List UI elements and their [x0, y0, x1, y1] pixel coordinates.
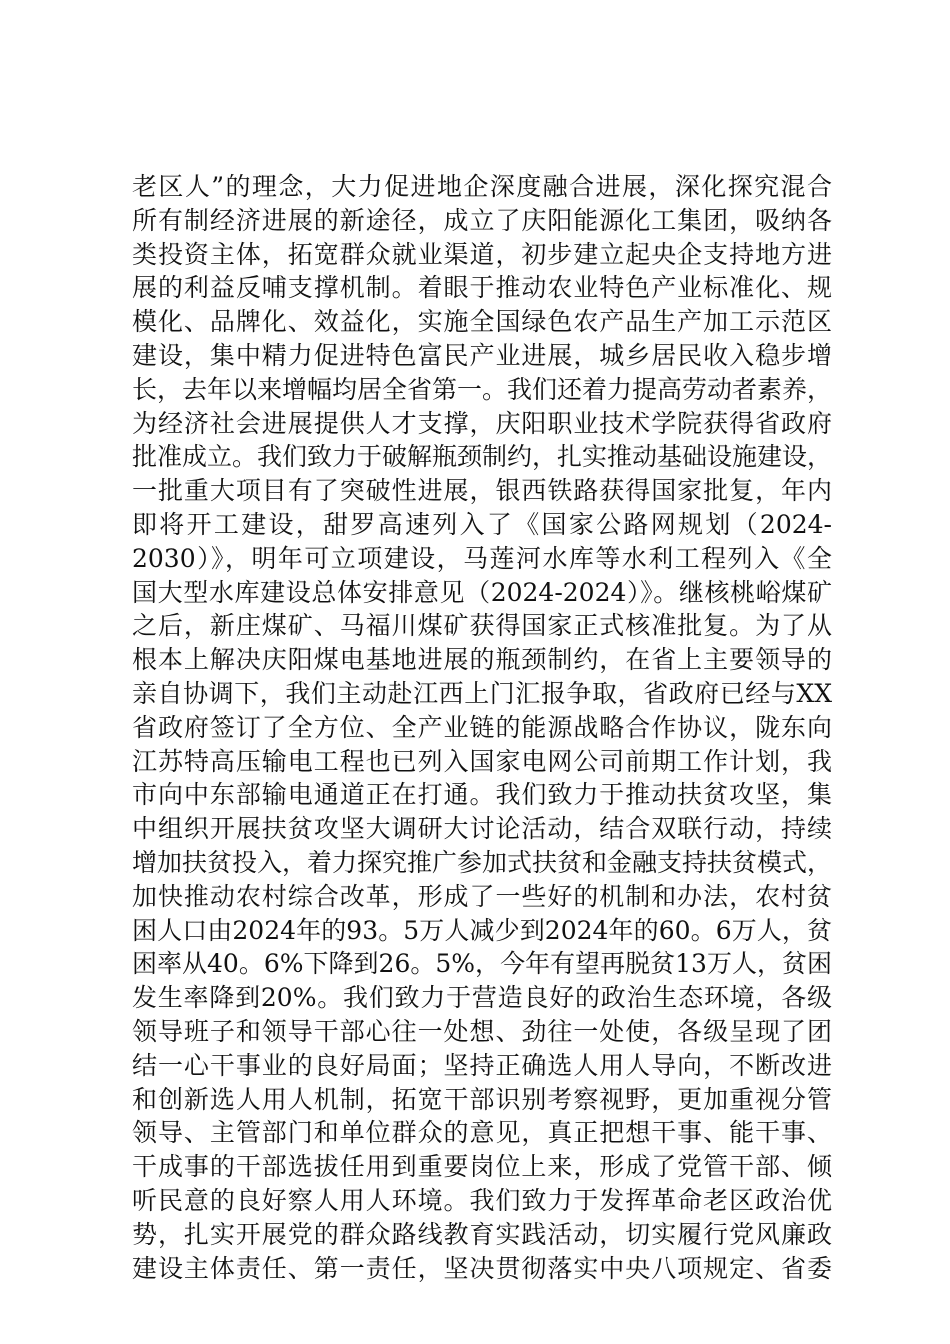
text-line: 发生率降到20%。我们致力于营造良好的政治生态环境，各级 — [132, 983, 832, 1013]
text-line: 展的利益反哺支撑机制。着眼于推动农业特色产业标准化、规 — [132, 273, 832, 303]
text-line: 江苏特高压输电工程也已列入国家电网公司前期工作计划，我 — [132, 746, 832, 776]
text-line: 听民意的良好察人用人环境。我们致力于发挥革命老区政治优 — [132, 1185, 832, 1215]
text-line: 省政府签订了全方位、全产业链的能源战略合作协议，陇东向 — [132, 712, 832, 742]
text-line: 长，去年以来增幅均居全省第一。我们还着力提高劳动者素养， — [132, 374, 832, 404]
text-line: 困人口由2024年的93。5万人减少到2024年的60。6万人，贫 — [132, 915, 832, 945]
text-line: 和创新选人用人机制，拓宽干部识别考察视野，更加重视分管 — [132, 1084, 832, 1114]
text-line: 国大型水库建设总体安排意见（2024-2024）》。继核桃峪煤矿 — [132, 577, 832, 607]
text-line: 结一心干事业的良好局面；坚持正确选人用人导向，不断改进 — [132, 1050, 832, 1080]
text-line: 加快推动农村综合改革，形成了一些好的机制和办法，农村贫 — [132, 881, 832, 911]
text-line: 根本上解决庆阳煤电基地进展的瓶颈制约，在省上主要领导的 — [132, 645, 832, 675]
text-line: 增加扶贫投入，着力探究推广参加式扶贫和金融支持扶贫模式， — [132, 847, 832, 877]
text-line: 领导、主管部门和单位群众的意见，真正把想干事、能干事、 — [132, 1118, 832, 1148]
text-line: 势，扎实开展党的群众路线教育实践活动，切实履行党风廉政 — [132, 1219, 832, 1249]
text-line: 模化、品牌化、效益化，实施全国绿色农产品生产加工示范区 — [132, 307, 832, 337]
text-line: 即将开工建设，甜罗高速列入了《国家公路网规划（2024- — [132, 509, 832, 539]
text-line: 批准成立。我们致力于破解瓶颈制约，扎实推动基础设施建设， — [132, 442, 832, 472]
text-line: 之后，新庄煤矿、马福川煤矿获得国家正式核准批复。为了从 — [132, 611, 832, 641]
text-line: 亲自协调下，我们主动赴江西上门汇报争取，省政府已经与XX — [132, 678, 832, 708]
text-line: 干成事的干部选拔任用到重要岗位上来，形成了党管干部、倾 — [132, 1152, 832, 1182]
text-line: 建设，集中精力促进特色富民产业进展，城乡居民收入稳步增 — [132, 340, 832, 370]
text-line: 困率从40。6%下降到26。5%，今年有望再脱贫13万人，贫困 — [132, 949, 832, 979]
text-line: 中组织开展扶贫攻坚大调研大讨论活动，结合双联行动，持续 — [132, 814, 832, 844]
text-line: 为经济社会进展提供人才支撑，庆阳职业技术学院获得省政府 — [132, 408, 832, 438]
text-line: 2030）》，明年可立项建设，马莲河水库等水利工程列入《全 — [132, 543, 832, 573]
body-text — [132, 170, 832, 1285]
text-line: 一批重大项目有了突破性进展，银西铁路获得国家批复，年内 — [132, 476, 832, 506]
text-line: 老区人”的理念，大力促进地企深度融合进展，深化探究混合 — [132, 172, 832, 201]
text-line: 所有制经济进展的新途径，成立了庆阳能源化工集团，吸纳各 — [132, 205, 832, 235]
text-line: 类投资主体，拓宽群众就业渠道，初步建立起央企支持地方进 — [132, 239, 832, 269]
text-line: 建设主体责任、第一责任，坚决贯彻落实中央八项规定、省委 — [132, 1253, 832, 1283]
text-line: 领导班子和领导干部心往一处想、劲往一处使，各级呈现了团 — [132, 1016, 832, 1046]
text-line: 市向中东部输电通道正在打通。我们致力于推动扶贫攻坚，集 — [132, 780, 832, 810]
